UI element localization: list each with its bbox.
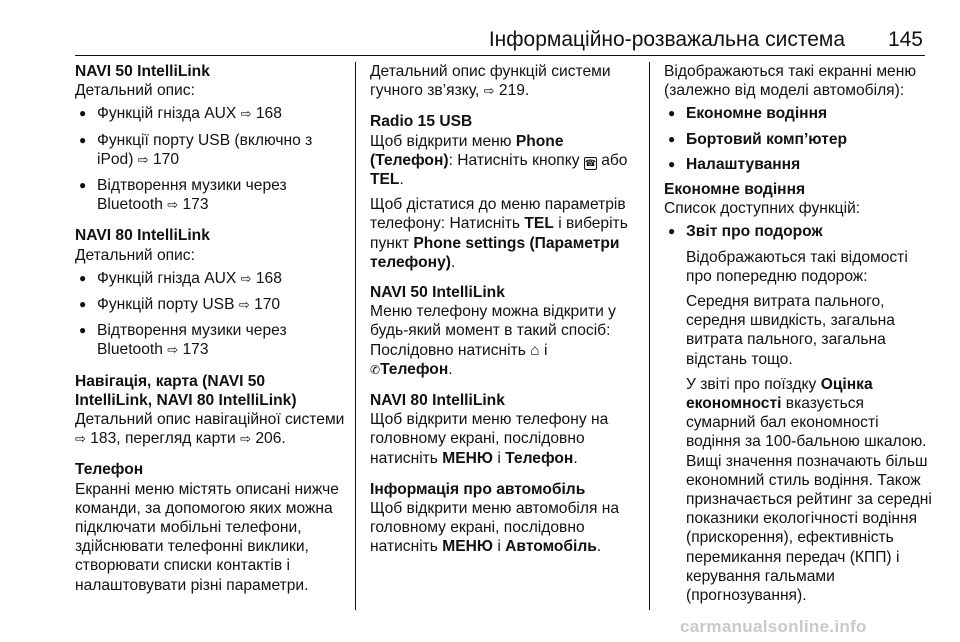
page-ref[interactable]: 173 <box>182 196 209 214</box>
item-text: Функцій гнізда AUX <box>97 105 237 123</box>
page-ref[interactable]: 168 <box>255 105 282 123</box>
column-3 <box>664 62 936 611</box>
watermark: carmanualsonline.info <box>680 617 867 636</box>
section-text <box>370 302 642 380</box>
text: Детальний опис функцій системи гучного зв’язку, <box>370 63 611 100</box>
section-navi80-media <box>75 226 345 360</box>
paragraph: Відображаються такі відомості про попередню подорож: <box>686 248 908 285</box>
column-divider-2 <box>649 62 650 610</box>
bullet-list <box>75 104 345 215</box>
section-navi80-phone <box>370 391 642 557</box>
item-text: Функцій гнізда AUX <box>97 269 237 287</box>
page-title: Інформаційно-розважальна система <box>488 28 845 51</box>
bullet-list <box>75 269 345 361</box>
section-intro <box>370 62 642 101</box>
page-ref-icon: ⇨ <box>240 432 251 448</box>
section-heading: NAVI 50 IntelliLink <box>75 63 210 80</box>
section-heading: Телефон <box>75 461 144 479</box>
text: Щоб дістатися до меню параметрів телефону: Натисніть <box>370 196 626 233</box>
page-ref-icon: ⇨ <box>167 198 179 214</box>
list-item <box>75 321 345 360</box>
page-ref-icon: ⇨ <box>75 432 86 448</box>
bullet-list <box>664 222 936 241</box>
text: Щоб відкрити меню автомобіля на головному екрані, послідовно натисніть <box>370 500 620 556</box>
page-ref[interactable]: 206 <box>255 430 282 448</box>
page-header <box>75 26 925 56</box>
section-heading: Radio 15 USB <box>370 113 473 131</box>
section-subheading: Список доступних функцій: <box>664 200 861 218</box>
text: Щоб відкрити меню <box>370 132 512 150</box>
page-ref-icon: ⇨ <box>167 343 179 359</box>
button-name: TEL <box>524 215 554 233</box>
text: і <box>543 341 548 359</box>
list-item: ● Налаштування <box>664 155 936 174</box>
text: вказується сумарний бал економності водіння за 100-бальною шкалою. Вищі значення позначають більш економний стиль водіння. Також призначається рейтинг за середні показники екологічності водіння (прискорення), ефективність перемикання передач (КПП) і керування гальмами (прогнозування). <box>686 395 932 605</box>
home-icon: ⌂ <box>530 341 540 359</box>
phone-button-icon: ☎ <box>584 157 597 168</box>
phone-icon: ✆ <box>370 362 381 377</box>
page-ref[interactable]: 168 <box>255 269 282 287</box>
page-ref-icon: ⇨ <box>483 84 495 100</box>
section-text <box>370 499 642 557</box>
menu-list <box>664 104 936 174</box>
column-2 <box>370 62 642 568</box>
section-text: Екранні меню містять описані нижче команди, за допомогою яких можна підключати мобільні телефони, здійснювати телефонні виклики, створювати списки контактів і налаштовувати різні параметри. <box>75 480 339 594</box>
text: . <box>399 171 404 189</box>
item-text: Функцій порту USB <box>97 296 235 314</box>
list-item <box>75 104 345 124</box>
list-item: ● Економне водіння <box>664 104 936 123</box>
page-ref[interactable]: 183 <box>90 430 117 448</box>
list-item <box>75 176 345 215</box>
page-ref-icon: ⇨ <box>240 107 252 123</box>
section-text <box>370 132 642 190</box>
page-number: 145 <box>887 28 923 51</box>
list-item: ● Бортовий комп’ютер <box>664 130 936 149</box>
text: . <box>524 82 530 100</box>
item-text: Відтворення музики через Bluetooth <box>97 177 287 214</box>
menu-name: Phone settings (Параметри телефону) <box>370 234 620 271</box>
page-ref[interactable]: 170 <box>153 150 180 168</box>
list-item: ● Звіт про подорож <box>664 222 936 241</box>
page-ref-icon: ⇨ <box>137 152 149 168</box>
text: , перегляд карти <box>116 430 236 448</box>
menu-name: Телефон <box>505 449 574 467</box>
page-ref[interactable]: 173 <box>182 341 209 359</box>
section-heading: Економне водіння <box>664 181 806 199</box>
header-rule <box>75 55 925 56</box>
text: Щоб відкрити меню телефону на головному екрані, послідовно натисніть <box>370 411 609 467</box>
text: або <box>601 151 628 169</box>
list-item <box>75 269 345 289</box>
section-intro: Відображаються такі екранні меню (залежно від моделі автомобіля): <box>664 63 917 100</box>
section-phone <box>75 460 345 594</box>
section-text <box>370 195 642 272</box>
section-text <box>75 410 345 449</box>
column-1 <box>75 62 345 606</box>
menu-name: МЕНЮ <box>442 449 494 467</box>
text: : Натисніть кнопку <box>448 151 580 169</box>
paragraph <box>664 375 936 605</box>
section-navi50-phone <box>370 283 642 380</box>
list-item <box>75 131 345 170</box>
text: і <box>497 538 501 556</box>
button-name: TEL <box>370 171 400 189</box>
menu-name: МЕНЮ <box>442 538 494 556</box>
text: і <box>497 449 501 467</box>
text: . <box>450 253 456 271</box>
text: У звіті про поїздку <box>686 375 817 393</box>
page-ref[interactable]: 219 <box>498 82 525 100</box>
section-heading: NAVI 80 IntelliLink <box>75 227 210 245</box>
text: і виберіть пункт <box>370 215 628 252</box>
section-navi50-media <box>75 62 345 215</box>
section-heading: Навігація, карта (NAVI 50 IntelliLink, NAVI 80 IntelliLink) <box>75 372 297 409</box>
paragraph: Середня витрата пального, середня швидкість, загальна витрата пального, загальна відстань тощо. <box>686 293 895 368</box>
text: . <box>448 360 453 378</box>
item-text: Функції порту USB (включно з iPod) <box>97 131 313 168</box>
text: . <box>573 449 578 467</box>
section-navigation <box>75 372 345 450</box>
section-subheading: Детальний опис: <box>75 246 195 264</box>
page-ref-icon: ⇨ <box>240 271 252 287</box>
column-divider-1 <box>355 62 356 610</box>
text: Детальний опис навігаційної системи <box>75 411 345 429</box>
text: . <box>596 538 602 556</box>
section-heading: NAVI 50 IntelliLink <box>370 284 505 302</box>
section-heading: NAVI 80 IntelliLink <box>370 392 505 410</box>
text: Меню телефону можна відкрити у будь-який момент в такий спосіб: Послідовно натисніть <box>370 303 616 359</box>
list-item <box>75 295 345 315</box>
page-ref[interactable]: 170 <box>254 296 281 314</box>
section-subheading: Детальний опис: <box>75 82 195 100</box>
text: . <box>281 430 286 448</box>
page-ref-icon: ⇨ <box>238 298 250 314</box>
section-subheading: Інформація про автомобіль <box>370 480 586 498</box>
menu-name: Автомобіль <box>505 538 597 556</box>
term: Оцінка економності <box>686 375 873 413</box>
item-text: Відтворення музики через Bluetooth <box>97 322 287 359</box>
menu-name: Телефон <box>380 360 449 378</box>
menu-name: Phone (Телефон) <box>370 132 564 169</box>
section-text <box>370 410 642 468</box>
section-radio15 <box>370 112 642 272</box>
